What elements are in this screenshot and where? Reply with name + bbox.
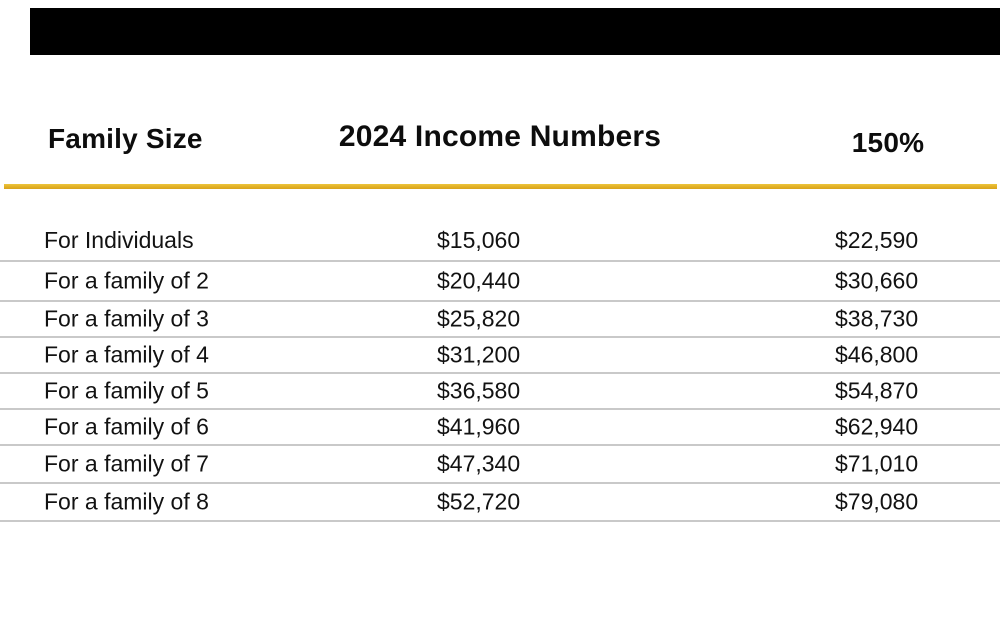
- row-label: For a family of 3: [44, 305, 209, 332]
- row-label: For Individuals: [44, 227, 194, 253]
- table-row: [0, 410, 1000, 446]
- row-income-value: $15,060: [437, 227, 521, 253]
- row-label: For a family of 5: [44, 377, 209, 404]
- row-label: For a family of 6: [44, 413, 209, 440]
- table-row: [0, 374, 1000, 410]
- row-income-value: $25,820: [437, 305, 521, 332]
- row-label: For a family of 4: [44, 341, 209, 368]
- row-income-value: $31,200: [437, 341, 521, 368]
- table-row: [0, 262, 1000, 302]
- row-income-value: $52,720: [437, 488, 521, 515]
- column-header-income-numbers: 2024 Income Numbers: [338, 120, 662, 153]
- row-150pct-value: $38,730: [835, 305, 919, 332]
- row-150pct-value: $22,590: [835, 227, 919, 253]
- row-150pct-value: $79,080: [835, 488, 919, 515]
- row-income-value: $36,580: [437, 377, 521, 404]
- row-150pct-value: $30,660: [835, 267, 919, 294]
- row-label: For a family of 8: [44, 488, 209, 515]
- table-body: [0, 186, 1000, 522]
- row-150pct-value: $62,940: [835, 413, 919, 440]
- table-row: [0, 338, 1000, 374]
- row-label: For a family of 2: [44, 267, 209, 294]
- row-income-value: $41,960: [437, 413, 521, 440]
- column-header-150-percent: 150%: [851, 127, 925, 158]
- redacted-header-bar: [30, 8, 1000, 55]
- row-150pct-value: $54,870: [835, 377, 919, 404]
- row-income-value: $47,340: [437, 450, 521, 477]
- table-row: [0, 484, 1000, 522]
- table-row: [0, 446, 1000, 484]
- row-income-value: $20,440: [437, 267, 521, 294]
- row-150pct-value: $46,800: [835, 341, 919, 368]
- column-header-family-size: Family Size: [48, 123, 203, 154]
- table-row: [0, 186, 1000, 262]
- table-row: [0, 302, 1000, 338]
- row-label: For a family of 7: [44, 450, 209, 477]
- row-150pct-value: $71,010: [835, 450, 919, 477]
